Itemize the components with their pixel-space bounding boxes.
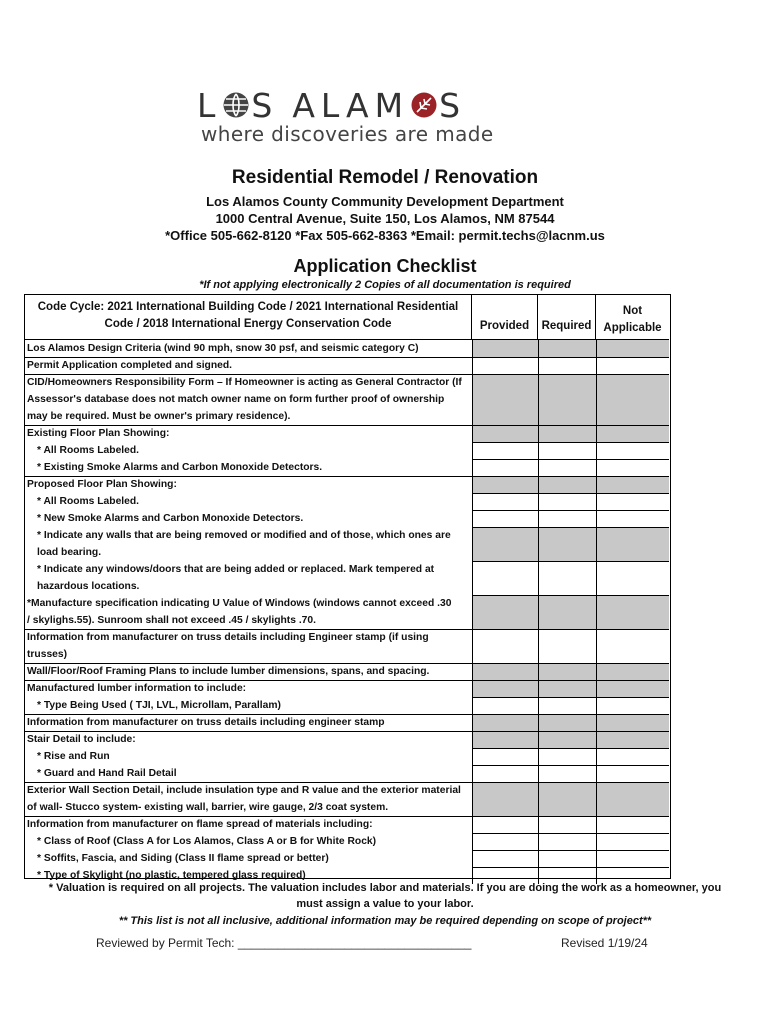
- provided-checkbox[interactable]: [472, 749, 538, 765]
- checklist-item-text: Assessor's database does not match owner name on form further proof of ownership: [27, 394, 445, 405]
- not-applicable-checkbox[interactable]: [596, 749, 669, 765]
- provided-checkbox[interactable]: [472, 494, 538, 510]
- required-checkbox[interactable]: [538, 375, 596, 425]
- checklist-item-text: Information from manufacturer on flame spread of materials including:: [27, 819, 373, 830]
- checklist-item-text: * Guard and Hand Rail Detail: [37, 768, 177, 779]
- provided-checkbox[interactable]: [472, 596, 538, 629]
- required-checkbox[interactable]: [538, 664, 596, 680]
- not-applicable-checkbox[interactable]: [596, 375, 669, 425]
- not-applicable-column-header: [596, 295, 669, 339]
- checkbox-row: [472, 663, 669, 680]
- row-divider: [25, 629, 472, 630]
- checkbox-row: [472, 425, 669, 442]
- checkbox-row: [472, 816, 669, 833]
- not-applicable-checkbox[interactable]: [596, 340, 669, 357]
- required-checkbox[interactable]: [538, 562, 596, 595]
- required-checkbox[interactable]: [538, 698, 596, 714]
- checklist-item-text: * Class of Roof (Class A for Los Alamos, Class A or B for White Rock): [37, 836, 377, 847]
- checkbox-row: [472, 357, 669, 374]
- not-applicable-checkbox[interactable]: [596, 460, 669, 476]
- checklist-item-text: * Indicate any windows/doors that are being added or replaced. Mark tempered at: [37, 564, 435, 575]
- checklist-item-text: Wall/Floor/Roof Framing Plans to include lumber dimensions, spans, and spacing.: [27, 666, 430, 677]
- checklist-item-text: CID/Homeowners Responsibility Form – If Homeowner is acting as General Contractor (If: [27, 377, 462, 388]
- row-divider: [25, 816, 472, 817]
- row-divider: [25, 714, 472, 715]
- logo-letter: ALAM: [292, 85, 410, 125]
- provided-checkbox[interactable]: [472, 851, 538, 867]
- department-name: Los Alamos County Community Development Department: [206, 194, 564, 209]
- row-divider: [25, 782, 472, 783]
- logo-letter: L: [197, 85, 222, 125]
- not-applicable-checkbox[interactable]: [596, 766, 669, 782]
- row-divider: [25, 357, 472, 358]
- checklist-table: [24, 294, 671, 879]
- logo-letter: S: [439, 85, 467, 125]
- logo-letter: S: [251, 85, 279, 125]
- checkbox-row: [472, 850, 669, 867]
- required-checkbox[interactable]: [538, 851, 596, 867]
- valuation-note-cont: must assign a value to your labor.: [296, 898, 474, 910]
- checklist-item-text: hazardous locations.: [37, 581, 140, 592]
- not-applicable-checkbox[interactable]: [596, 528, 669, 561]
- not-applicable-checkbox[interactable]: [596, 443, 669, 459]
- checklist-item-text: Existing Floor Plan Showing:: [27, 428, 170, 439]
- code-cycle-cell: [25, 295, 472, 339]
- provided-checkbox[interactable]: [472, 681, 538, 697]
- provided-checkbox[interactable]: [472, 664, 538, 680]
- required-checkbox[interactable]: [538, 834, 596, 850]
- provided-checkbox[interactable]: [472, 358, 538, 374]
- checklist-item-text: * All Rooms Labeled.: [37, 496, 140, 507]
- checkbox-row: [472, 459, 669, 476]
- required-checkbox[interactable]: [538, 749, 596, 765]
- not-applicable-checkbox[interactable]: [596, 817, 669, 833]
- not-applicable-checkbox[interactable]: [596, 732, 669, 748]
- provided-checkbox[interactable]: [472, 834, 538, 850]
- provided-checkbox[interactable]: [472, 426, 538, 442]
- not-applicable-checkbox[interactable]: [596, 664, 669, 680]
- row-divider: [25, 425, 472, 426]
- checklist-item-text: Los Alamos Design Criteria (wind 90 mph, snow 30 psf, and seismic category C): [27, 343, 419, 354]
- required-checkbox[interactable]: [538, 511, 596, 527]
- provided-checkbox[interactable]: [472, 732, 538, 748]
- checkbox-row: [472, 561, 669, 595]
- department-address: 1000 Central Avenue, Suite 150, Los Alamos, NM 87544: [215, 211, 555, 226]
- checkbox-row: [472, 527, 669, 561]
- checklist-title: Application Checklist: [293, 256, 477, 276]
- checkbox-row: [472, 493, 669, 510]
- required-checkbox[interactable]: [538, 681, 596, 697]
- checklist-item-text: Information from manufacturer on truss details including engineer stamp: [27, 717, 385, 728]
- required-checkbox[interactable]: [538, 460, 596, 476]
- logo-wordmark: [197, 86, 466, 124]
- required-checkbox[interactable]: [538, 477, 596, 493]
- not-applicable-checkbox[interactable]: [596, 681, 669, 697]
- revision-date: Revised 1/19/24: [561, 936, 648, 950]
- checkbox-row: [472, 833, 669, 850]
- required-checkbox[interactable]: [538, 732, 596, 748]
- checkbox-row: [472, 476, 669, 493]
- provided-checkbox[interactable]: [472, 511, 538, 527]
- checklist-item-text: * Rise and Run: [37, 751, 110, 762]
- checkbox-row: [472, 697, 669, 714]
- valuation-note: * Valuation is required on all projects. The valuation includes labor and materials. If you are doing the work as a homeowner, you: [48, 882, 722, 894]
- checklist-item-text: of wall- Stucco system- existing wall, barrier, wire gauge, 2/3 coat system.: [27, 802, 389, 813]
- not-applicable-checkbox[interactable]: [596, 426, 669, 442]
- required-checkbox[interactable]: [538, 817, 596, 833]
- checklist-item-text: Stair Detail to include:: [27, 734, 136, 745]
- page-title: Residential Remodel / Renovation: [231, 167, 539, 188]
- reviewed-by-line: Reviewed by Permit Tech: ___________________________________: [96, 936, 472, 950]
- checklist-item-text: Information from manufacturer on truss details including Engineer stamp (if using: [27, 632, 429, 643]
- checklist-item-text: * Soffits, Fascia, and Siding (Class II flame spread or better): [37, 853, 329, 864]
- not-applicable-line: Applicable: [603, 322, 662, 334]
- code-cycle-line: Code / 2018 International Energy Conservation Code: [104, 318, 392, 330]
- row-divider: [25, 476, 472, 477]
- not-applicable-checkbox[interactable]: [596, 715, 669, 731]
- required-checkbox[interactable]: [538, 340, 596, 357]
- not-applicable-checkbox[interactable]: [596, 511, 669, 527]
- checklist-item-text: load bearing.: [37, 547, 102, 558]
- provided-checkbox[interactable]: [472, 340, 538, 357]
- not-applicable-checkbox[interactable]: [596, 698, 669, 714]
- checkbox-row: [472, 629, 669, 663]
- globe-icon: [222, 91, 250, 119]
- required-column-header: Required: [538, 295, 596, 339]
- provided-checkbox[interactable]: [472, 783, 538, 816]
- not-applicable-checkbox[interactable]: [596, 630, 669, 663]
- provided-checkbox[interactable]: [472, 630, 538, 663]
- leaf-icon: [410, 91, 438, 119]
- row-divider: [25, 680, 472, 681]
- checkbox-row: [472, 442, 669, 459]
- not-applicable-checkbox[interactable]: [596, 358, 669, 374]
- code-cycle-line: Code Cycle: 2021 International Building Code / 2021 International Residential: [37, 301, 459, 313]
- not-applicable-checkbox[interactable]: [596, 494, 669, 510]
- required-checkbox[interactable]: [538, 630, 596, 663]
- checklist-item-text: Permit Application completed and signed.: [27, 360, 233, 371]
- checkbox-row: [472, 680, 669, 697]
- checkbox-row: [472, 765, 669, 782]
- department-contact: *Office 505-662-8120 *Fax 505-662-8363 *Email: permit.techs@lacnm.us: [165, 228, 605, 243]
- checklist-item-text: Manufactured lumber information to include:: [27, 683, 247, 694]
- provided-checkbox[interactable]: [472, 477, 538, 493]
- not-applicable-checkbox[interactable]: [596, 477, 669, 493]
- checkbox-row: [472, 748, 669, 765]
- provided-checkbox[interactable]: [472, 443, 538, 459]
- los-alamos-logo: [197, 86, 497, 146]
- not-applicable-checkbox[interactable]: [596, 562, 669, 595]
- provided-checkbox[interactable]: [472, 698, 538, 714]
- checkbox-row: [472, 340, 669, 357]
- not-applicable-checkbox[interactable]: [596, 783, 669, 816]
- provided-checkbox[interactable]: [472, 528, 538, 561]
- logo-tagline: where discoveries are made: [201, 122, 494, 146]
- checkbox-row: [472, 374, 669, 425]
- table-header: [25, 295, 669, 340]
- not-applicable-checkbox[interactable]: [596, 596, 669, 629]
- scope-disclaimer: ** This list is not all inclusive, additional information may be required depending on scope of project**: [118, 915, 652, 927]
- provided-checkbox[interactable]: [472, 715, 538, 731]
- required-checkbox[interactable]: [538, 426, 596, 442]
- required-checkbox[interactable]: [538, 358, 596, 374]
- provided-checkbox[interactable]: [472, 375, 538, 425]
- row-divider: [25, 731, 472, 732]
- checklist-item-text: / skylighs.55). Sunroom shall not exceed .45 / skylights .70.: [27, 615, 316, 626]
- checklist-item-text: * All Rooms Labeled.: [37, 445, 140, 456]
- not-applicable-checkbox[interactable]: [596, 834, 669, 850]
- checklist-item-text: Exterior Wall Section Detail, include insulation type and R value and the exterior material: [27, 785, 461, 796]
- required-checkbox[interactable]: [538, 715, 596, 731]
- checkbox-row: [472, 510, 669, 527]
- checkbox-row: [472, 731, 669, 748]
- checklist-item-text: * Indicate any walls that are being removed or modified and of those, which ones are: [37, 530, 451, 541]
- required-checkbox[interactable]: [538, 596, 596, 629]
- required-checkbox[interactable]: [538, 528, 596, 561]
- provided-column-header: Provided: [472, 295, 538, 339]
- checkbox-row: [472, 595, 669, 629]
- checklist-item-text: * Type Being Used ( TJI, LVL, Microllam, Parallam): [37, 700, 281, 711]
- provided-checkbox[interactable]: [472, 562, 538, 595]
- required-checkbox[interactable]: [538, 766, 596, 782]
- checklist-item-text: * New Smoke Alarms and Carbon Monoxide Detectors.: [37, 513, 304, 524]
- checklist-item-text: may be required. Must be owner's primary residence).: [27, 411, 291, 422]
- copies-note: *If not applying electronically 2 Copies of all documentation is required: [199, 279, 571, 291]
- checklist-item-text: Proposed Floor Plan Showing:: [27, 479, 177, 490]
- required-checkbox[interactable]: [538, 494, 596, 510]
- checkbox-row: [472, 714, 669, 731]
- checklist-item-text: * Existing Smoke Alarms and Carbon Monoxide Detectors.: [37, 462, 323, 473]
- not-applicable-checkbox[interactable]: [596, 851, 669, 867]
- checklist-item-text: *Manufacture specification indicating U Value of Windows (windows cannot exceed .30: [27, 598, 452, 609]
- row-divider: [25, 663, 472, 664]
- provided-checkbox[interactable]: [472, 817, 538, 833]
- required-checkbox[interactable]: [538, 443, 596, 459]
- checklist-item-text: * Type of Skylight (no plastic, tempered glass required): [37, 870, 306, 881]
- not-applicable-line: Not: [622, 305, 643, 317]
- required-checkbox[interactable]: [538, 783, 596, 816]
- checkbox-row: [472, 782, 669, 816]
- checklist-item-text: trusses): [27, 649, 68, 660]
- provided-checkbox[interactable]: [472, 460, 538, 476]
- row-divider: [25, 374, 472, 375]
- provided-checkbox[interactable]: [472, 766, 538, 782]
